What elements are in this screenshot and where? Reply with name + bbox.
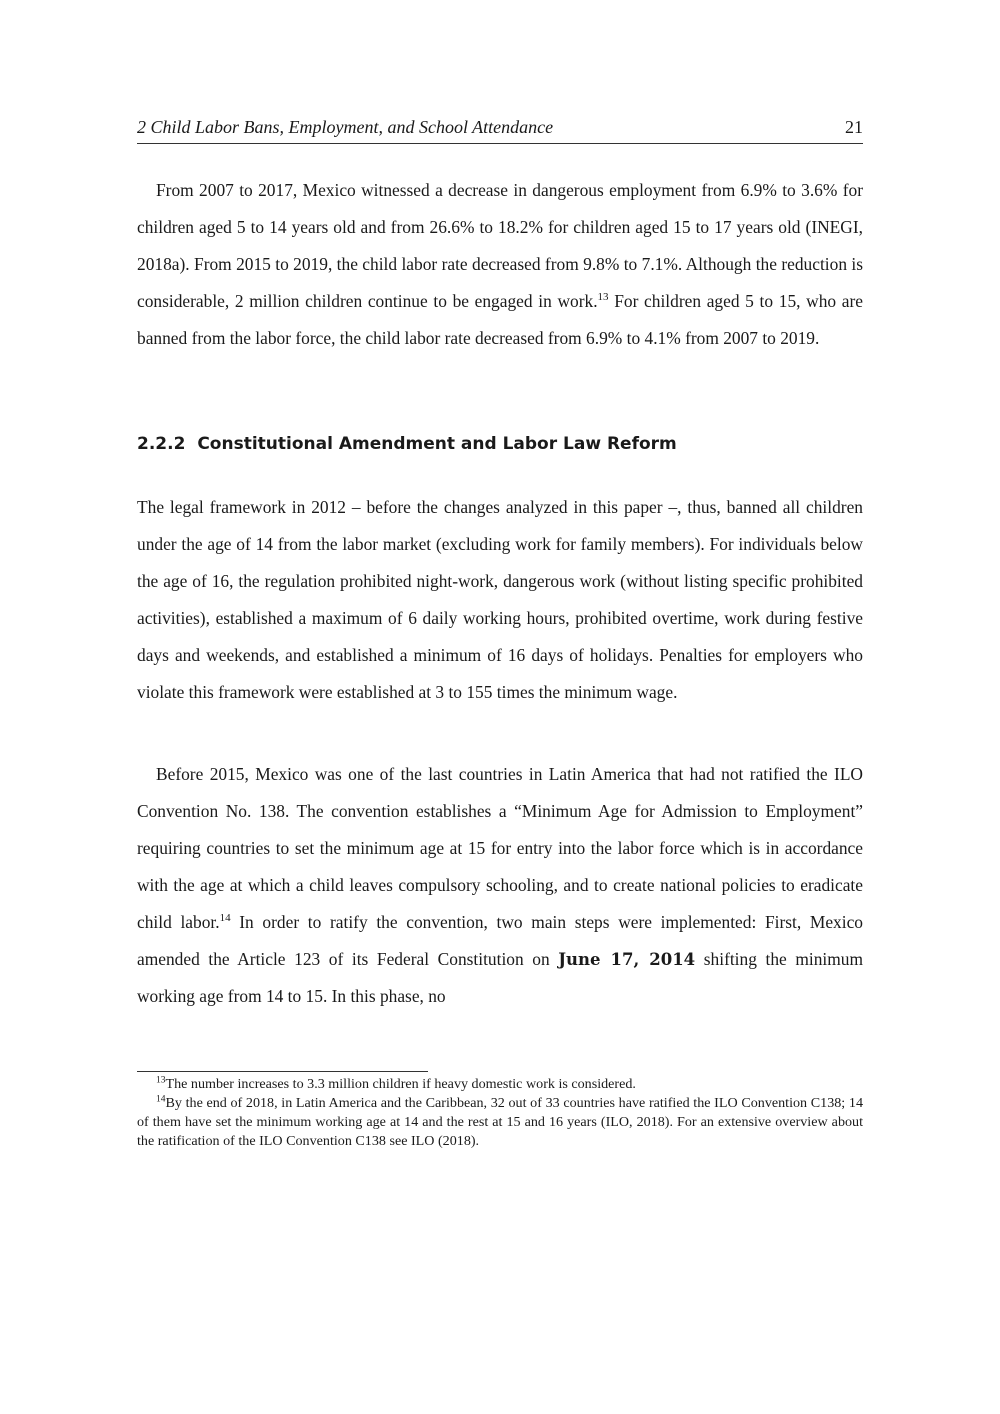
footnote-14	[137, 1094, 863, 1151]
paragraph-text: Before 2015, Mexico was one of the last countries in Latin America that had not ratified the ILO Convention No. 138. The convention establishes a “Minimum Age for Admission to Employment” requiring countries to set the minimum age at 15 for entry into the labor force which is in accordance with the age at which a child leaves compulsory schooling, and to create national policies to eradicate child labor.	[137, 764, 863, 932]
paragraph-text: shifting the minimum working age from 14 to 15. In this phase, no	[137, 948, 863, 1007]
paragraph-child-labor-trends	[137, 172, 863, 357]
footnote-13	[137, 1075, 863, 1094]
page-number: 21	[845, 117, 863, 137]
section-title: Constitutional Amendment and Labor Law Reform	[197, 434, 677, 454]
running-header-title: 2 Child Labor Bans, Employment, and School Attendance	[137, 117, 554, 137]
paragraph-ilo-convention	[137, 756, 863, 1015]
running-header	[137, 113, 863, 144]
paragraph-text: For children aged 5 to 15, who are banned from the labor force, the child labor rate decreased from 6.9% to 4.1% from 2007 to 2019.	[137, 290, 863, 348]
amendment-date: June 17, 2014	[558, 949, 696, 969]
paragraph-legal-framework	[137, 489, 863, 710]
section-number: 2.2.2	[137, 434, 186, 454]
paragraph-text: In order to ratify the convention, two main steps were implemented: First, Mexico amended the Article 123 of its Federal Constitution on	[137, 911, 863, 969]
footnote-mark: 14	[156, 1094, 166, 1105]
footnote-text: By the end of 2018, in Latin America and the Caribbean, 32 out of 33 countries have ratified the ILO Convention C138; 14 of them have set the minimum working age at 14 and the rest at 15 and 16 years (ILO, 2018). For an extensive overview about the ratification of the ILO Convention C138 see ILO (2018).	[137, 1095, 863, 1149]
paragraph-text: From 2007 to 2017, Mexico witnessed a decrease in dangerous employment from 6.9% to 3.6% for children aged 5 to 14 years old and from 26.6% to 18.2% for children aged 15 to 17 years old (INEGI, 2018a). From 2015 to 2019, the child labor rate decreased from 9.8% to 7.1%. Although the reduction is considerable, 2 million children continue to be engaged in work.	[137, 180, 863, 311]
footnote-text: The number increases to 3.3 million children if heavy domestic work is considered.	[165, 1076, 636, 1092]
footnote-divider	[137, 1071, 428, 1072]
footnotes	[137, 1075, 863, 1151]
footnote-ref-13[interactable]: 13	[597, 290, 609, 303]
section-heading	[137, 434, 863, 454]
paragraph-text: The legal framework in 2012 – before the changes analyzed in this paper –, thus, banned all children under the age of 14 from the labor market (excluding work for family members). For individuals below the age of 16, the regulation prohibited night-work, dangerous work (without listing specific prohibited activities), established a maximum of 6 daily working hours, prohibited overtime, work during festive days and weekends, and established a minimum of 16 days of holidays. Penalties for employers who violate this framework were established at 3 to 155 times the minimum wage.	[137, 497, 863, 702]
footnote-mark: 13	[156, 1075, 166, 1086]
footnote-ref-14[interactable]: 14	[219, 911, 231, 924]
